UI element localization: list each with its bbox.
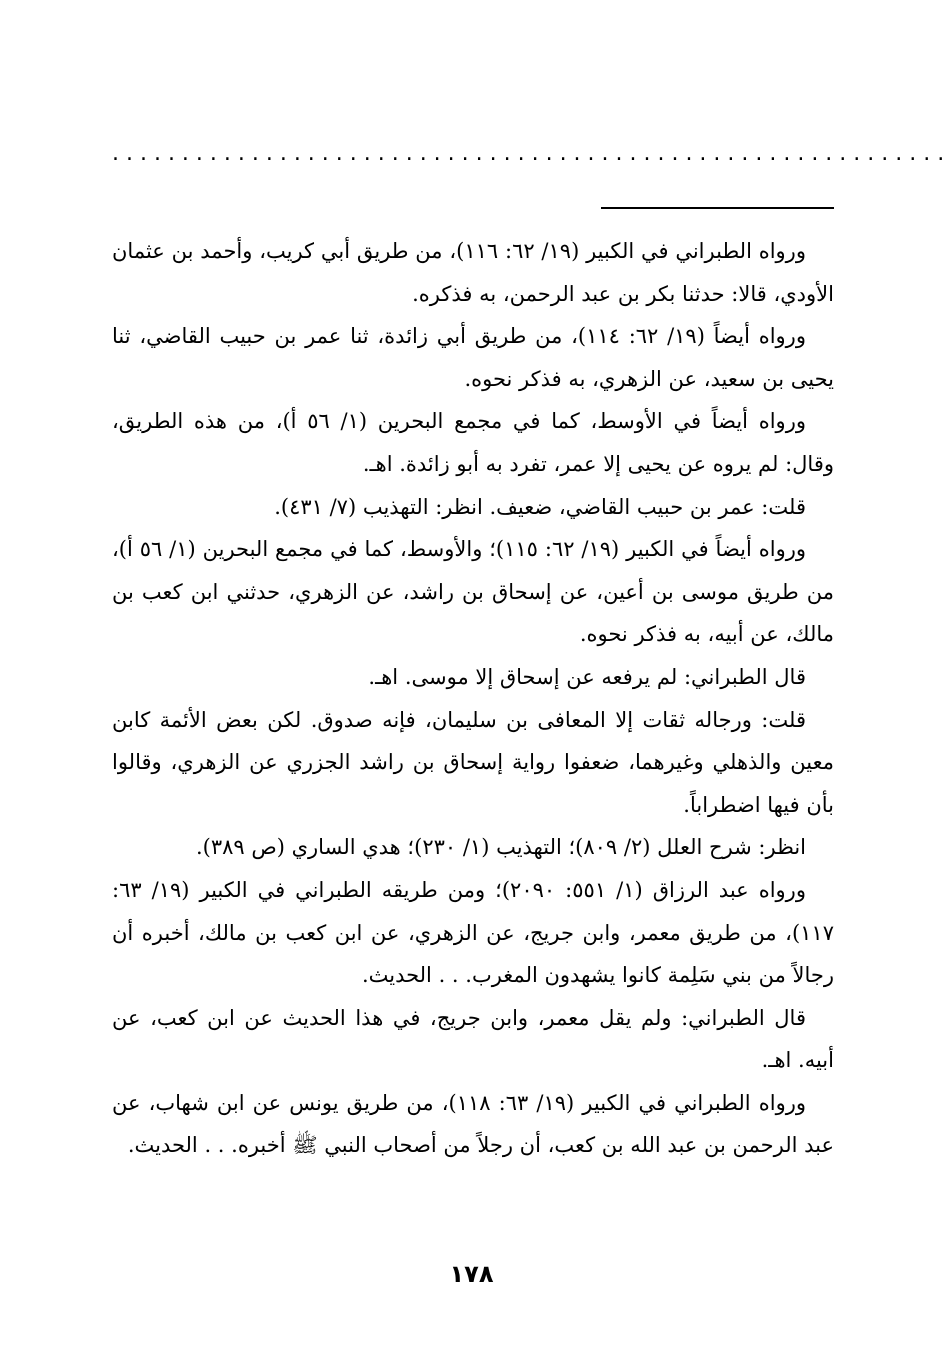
page-number: ١٧٨ <box>449 1260 494 1288</box>
paragraph: قال الطبراني: ولم يقل معمر، وابن جريج، في هذا الحديث عن ابن كعب، عن أبيه. اهـ. <box>112 1005 834 1073</box>
paragraph: ورواه عبد الرزاق (١/ ٥٥١: ٢٠٩٠)؛ ومن طريقه الطبراني في الكبير (١٩/ ٦٣: ١١٧)، من طريق معمر، وابن جريج، عن الزهري، عن ابن كعب بن مالك، أخبره أن رجالاً من بني سَلِمة كانوا يشهدون المغرب. . . الحديث. <box>112 877 834 988</box>
paragraph: انظر: شرح العلل (٢/ ٨٠٩)؛ التهذيب (١/ ٢٣٠)؛ هدي الساري (ص ٣٨٩). <box>195 835 806 860</box>
footnote-text <box>112 230 834 1167</box>
footnote-rule <box>601 207 834 209</box>
paragraph: ورواه أيضاً في الأوسط، كما في مجمع البحرين (١/ ٥٦ أ)، من هذه الطريق، وقال: لم يروه عن يحيى إلا عمر، تفرد به أبو زائدة. اهـ. <box>112 409 834 476</box>
paragraph: ورواه أيضاً في الكبير (١٩/ ٦٢: ١١٥)؛ والأوسط، كما في مجمع البحرين (١/ ٥٦ أ)، من طريق موسى بن أعين، عن إسحاق بن راشد، عن الزهري، حدثني ابن كعب بن مالك، عن أبيه، به فذكر نحوه. <box>112 537 834 647</box>
paragraph: قلت: عمر بن حبيب القاضي، ضعيف. انظر: التهذيب (٧/ ٤٣١). <box>274 494 806 519</box>
paragraph: قال الطبراني: لم يرفعه عن إسحاق إلا موسى. اهـ. <box>368 664 806 689</box>
paragraph: ورواه أيضاً (١٩/ ٦٢: ١١٤)، من طريق أبي زائدة، ثنا عمر بن حبيب القاضي، ثنا يحيى بن سعيد، عن الزهري، به فذكر نحوه. <box>112 324 834 391</box>
footnote-separator-dots: . . . . . . . . . . . . . . . . . . . . . . . . . . . . . . . . . . . . . . . . . . . . . . . . . . . . . . . . . . . . <box>112 141 944 166</box>
paragraph: ورواه الطبراني في الكبير (١٩/ ٦٣: ١١٨)، من طريق يونس عن ابن شهاب، عن عبد الرحمن بن عبد الله بن كعب، أن رجلاً من أصحاب النبي ﷺ أخبره. . . الحديث. <box>112 1090 834 1158</box>
paragraph: قلت: ورجاله ثقات إلا المعافى بن سليمان، فإنه صدوق. لكن بعض الأئمة كابن معين والذهلي وغيرهما، ضعفوا رواية إسحاق بن راشد الجزري عن الزهري، وقالوا بأن فيها اضطراباً. <box>112 707 834 817</box>
paragraph: ورواه الطبراني في الكبير (١٩/ ٦٢: ١١٦)، من طريق أبي كريب، وأحمد بن عثمان الأودي، قالا: حدثنا بكر بن عبد الرحمن، به فذكره. <box>112 239 834 306</box>
